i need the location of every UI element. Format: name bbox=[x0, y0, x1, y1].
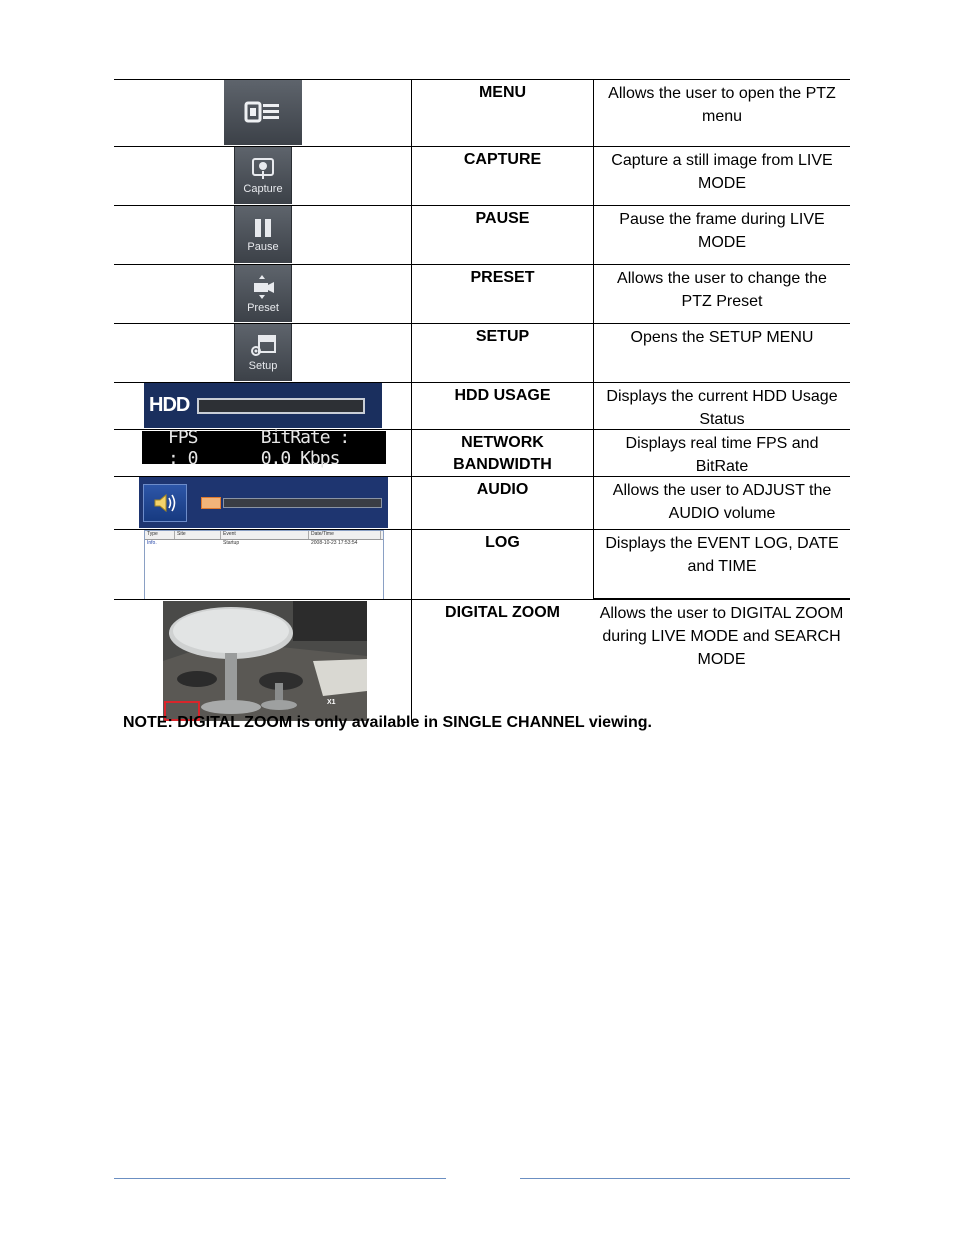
network-image-cell bbox=[114, 426, 411, 476]
pause-button[interactable] bbox=[234, 206, 292, 263]
fps-readout: FPS : 0 bbox=[168, 426, 198, 469]
capture-image-cell bbox=[114, 147, 411, 205]
menu-name: MENU bbox=[411, 80, 593, 146]
table-row-network bbox=[114, 426, 850, 476]
speaker-icon[interactable] bbox=[143, 484, 187, 522]
setup-icon bbox=[249, 334, 277, 358]
volume-slider-thumb[interactable] bbox=[201, 497, 221, 509]
digital-zoom-note: NOTE: DIGITAL ZOOM is only available in SINGLE CHANNEL viewing. bbox=[123, 714, 652, 731]
volume-slider-track[interactable] bbox=[223, 498, 382, 508]
table-row-pause bbox=[114, 205, 850, 264]
footer-rule-left bbox=[114, 1178, 446, 1179]
feature-table bbox=[114, 79, 850, 722]
log-cell-site bbox=[175, 540, 221, 548]
preset-image-cell bbox=[114, 265, 411, 323]
hdd-desc: Displays the current HDD Usage Status bbox=[593, 383, 850, 429]
table-row-hdd bbox=[114, 382, 850, 429]
digital-zoom-preview[interactable] bbox=[163, 601, 367, 721]
preset-button-label: Preset bbox=[247, 301, 279, 314]
log-col-site: Site bbox=[175, 531, 221, 539]
audio-desc: Allows the user to ADJUST the AUDIO volume bbox=[593, 477, 850, 529]
table-row-capture bbox=[114, 146, 850, 205]
log-header bbox=[145, 531, 383, 540]
setup-image-cell bbox=[114, 324, 411, 382]
pause-image-cell bbox=[114, 206, 411, 264]
capture-name: CAPTURE bbox=[411, 147, 593, 205]
setup-button[interactable] bbox=[234, 324, 292, 381]
log-row[interactable] bbox=[145, 540, 383, 548]
zoom-level-label: X1 bbox=[327, 699, 336, 706]
event-log-list[interactable] bbox=[144, 530, 384, 600]
pause-icon bbox=[252, 217, 274, 239]
setup-name: SETUP bbox=[411, 324, 593, 382]
hdd-usage-track bbox=[197, 398, 365, 414]
setup-button-label: Setup bbox=[248, 359, 278, 372]
log-desc: Displays the EVENT LOG, DATE and TIME bbox=[593, 530, 850, 599]
network-bandwidth-display bbox=[142, 426, 386, 469]
hdd-label: HDD bbox=[149, 394, 190, 416]
setup-desc: Opens the SETUP MENU bbox=[593, 324, 850, 382]
capture-icon bbox=[250, 157, 276, 181]
audio-name: AUDIO bbox=[411, 477, 593, 529]
log-name: LOG bbox=[411, 530, 593, 599]
table-row-menu bbox=[114, 79, 850, 146]
audio-image-cell bbox=[114, 477, 411, 529]
log-col-type: Type bbox=[145, 531, 175, 539]
audio-volume-control bbox=[139, 477, 388, 528]
table-row-zoom bbox=[114, 599, 850, 722]
capture-button[interactable] bbox=[234, 147, 292, 204]
preset-name: PRESET bbox=[411, 265, 593, 323]
table-row-audio bbox=[114, 476, 850, 529]
zoom-desc: Allows the user to DIGITAL ZOOM during LIVE MODE and SEARCH MODE bbox=[599, 605, 844, 668]
footer-rule-right bbox=[520, 1178, 850, 1179]
pause-name: PAUSE bbox=[411, 206, 593, 264]
hdd-image-cell bbox=[114, 383, 411, 429]
log-cell-event: Startup bbox=[223, 540, 240, 546]
capture-button-label: Capture bbox=[243, 182, 283, 195]
log-col-datetime: Date/Time bbox=[309, 531, 381, 539]
hdd-name: HDD USAGE bbox=[411, 383, 593, 429]
hdd-usage-bar bbox=[144, 383, 382, 428]
menu-desc: Allows the user to open the PTZ menu bbox=[593, 80, 850, 146]
table-row-preset bbox=[114, 264, 850, 323]
menu-image-cell bbox=[114, 80, 411, 146]
zoom-image-cell bbox=[114, 600, 411, 722]
network-name: NETWORK BANDWIDTH bbox=[411, 430, 593, 476]
menu-button[interactable] bbox=[224, 80, 302, 145]
log-image-cell bbox=[114, 530, 411, 599]
log-cell-type: Info. bbox=[147, 540, 157, 546]
table-row-setup bbox=[114, 323, 850, 382]
capture-desc: Capture a still image from LIVE MODE bbox=[593, 147, 850, 205]
pause-desc: Pause the frame during LIVE MODE bbox=[593, 206, 850, 264]
network-desc: Displays real time FPS and BitRate bbox=[593, 430, 850, 476]
log-cell-datetime: 2008-10-23 17:53:54 bbox=[311, 540, 358, 546]
preset-button[interactable] bbox=[234, 265, 292, 322]
preset-icon bbox=[249, 274, 277, 300]
camera-scene-image bbox=[163, 601, 367, 721]
menu-icon bbox=[244, 99, 282, 125]
zoom-name: DIGITAL ZOOM bbox=[411, 600, 593, 722]
log-col-event: Event bbox=[221, 531, 309, 539]
preset-desc: Allows the user to change the PTZ Preset bbox=[593, 265, 850, 323]
pause-button-label: Pause bbox=[247, 240, 279, 253]
table-row-log bbox=[114, 529, 850, 599]
bitrate-readout: BitRate : 0.0 Kbps bbox=[260, 426, 350, 469]
